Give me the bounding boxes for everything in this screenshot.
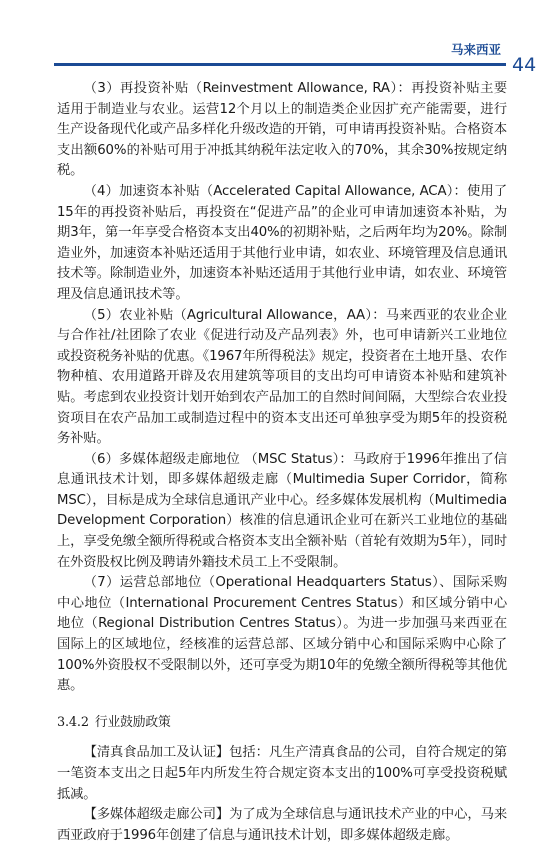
- section-title: 行业鼓励政策: [94, 714, 171, 730]
- running-header-country: 马来西亚: [450, 42, 501, 57]
- section-number: 3.4.2: [57, 714, 89, 730]
- paragraph-reinvestment-allowance: （3）再投资补贴（Reinvestment Allowance, RA）：再投资补贴主要适用于制造业与农业。运营12个月以上的制造类企业因扩充产能需要，进行生产设备现代化或产品多样化升级改造的开销，可申请再投资补贴。合格资本支出额60%的补贴可用于冲抵其纳税年法定收入的70%，其余30%按规定纳税。: [57, 81, 507, 179]
- paragraph-agricultural-allowance: （5）农业补贴（Agricultural Allowance，AA）：马来西亚的农业企业与合作社/社团除了农业《促进行动及产品列表》外，也可申请新兴工业地位或投资税务补贴的优惠。《1967年所得税法》规定，投资者在土地开垦、农作物种植、农用道路开辟及农用建筑等项目的支出均可申请资本补贴和建筑补贴。考虑到农业投资计划开始到农产品加工的自然时间间隔，大型综合农业投资项目在农产品加工或制造过程中的资本支出还可单独享受为期5年的投资税务补贴。: [57, 307, 507, 447]
- paragraph-accelerated-capital-allowance: （4）加速资本补贴（Accelerated Capital Allowance, ACA）：使用了15年的再投资补贴后，再投资在“促进产品”的企业可申请加速资本补贴，为期3年，第一年享受合格资本支出40%的初期补贴，之后两年均为20%。除制造业外，加速资本补贴还适用于其他行业申请，如农业、环境管理及信息通讯技术等。除制造业外，加速资本补贴还适用于其他行业申请，如农业、环境管理及信息通讯技术等。: [57, 183, 507, 302]
- document-body: [57, 79, 507, 846]
- paragraph-msc-company: 【多媒体超级走廊公司】为了成为全球信息与通讯技术产业的中心，马来西亚政府于1996年创建了信息与通讯技术计划，即多媒体超级走廊。: [57, 807, 507, 843]
- paragraph-headquarters-status: （7）运营总部地位（Operational Headquarters Status）、国际采购中心地位（International Procurement Centres Status）和区域分销中心地位（Regional Distribution Centres Status）。为进一步加强马来西亚在国际上的区域地位，经核准的运营总部、区域分销中心和国际采购中心除了100%外资股权不受限制以外，还可享受为期10年的免缴全额所得税等其他优惠。: [57, 575, 507, 694]
- paragraph-msc-status: （6）多媒体超级走廊地位 （MSC Status）：马政府于1996年推出了信息通讯技术计划，即多媒体超级走廊（Multimedia Super Corridor，简称MSC），目标是成为全球信息通讯产业中心。经多媒体发展机构（Multimedia Development Corporation）核准的信息通讯企业可在新兴工业地位的基础上，享受免缴全额所得税或合格资本支出全额补贴（首轮有效期为5年），同时在外资股权比例及聘请外籍技术员工上不受限制。: [57, 451, 507, 570]
- page-number: 44: [512, 54, 537, 76]
- section-heading: [57, 713, 507, 734]
- header-rule: [54, 63, 506, 66]
- paragraph-halal-food: 【清真食品加工及认证】包括：凡生产清真食品的公司，自符合规定的第一笔资本支出之日起5年内所发生符合规定资本支出的100%可享受投资税赋抵减。: [57, 745, 507, 802]
